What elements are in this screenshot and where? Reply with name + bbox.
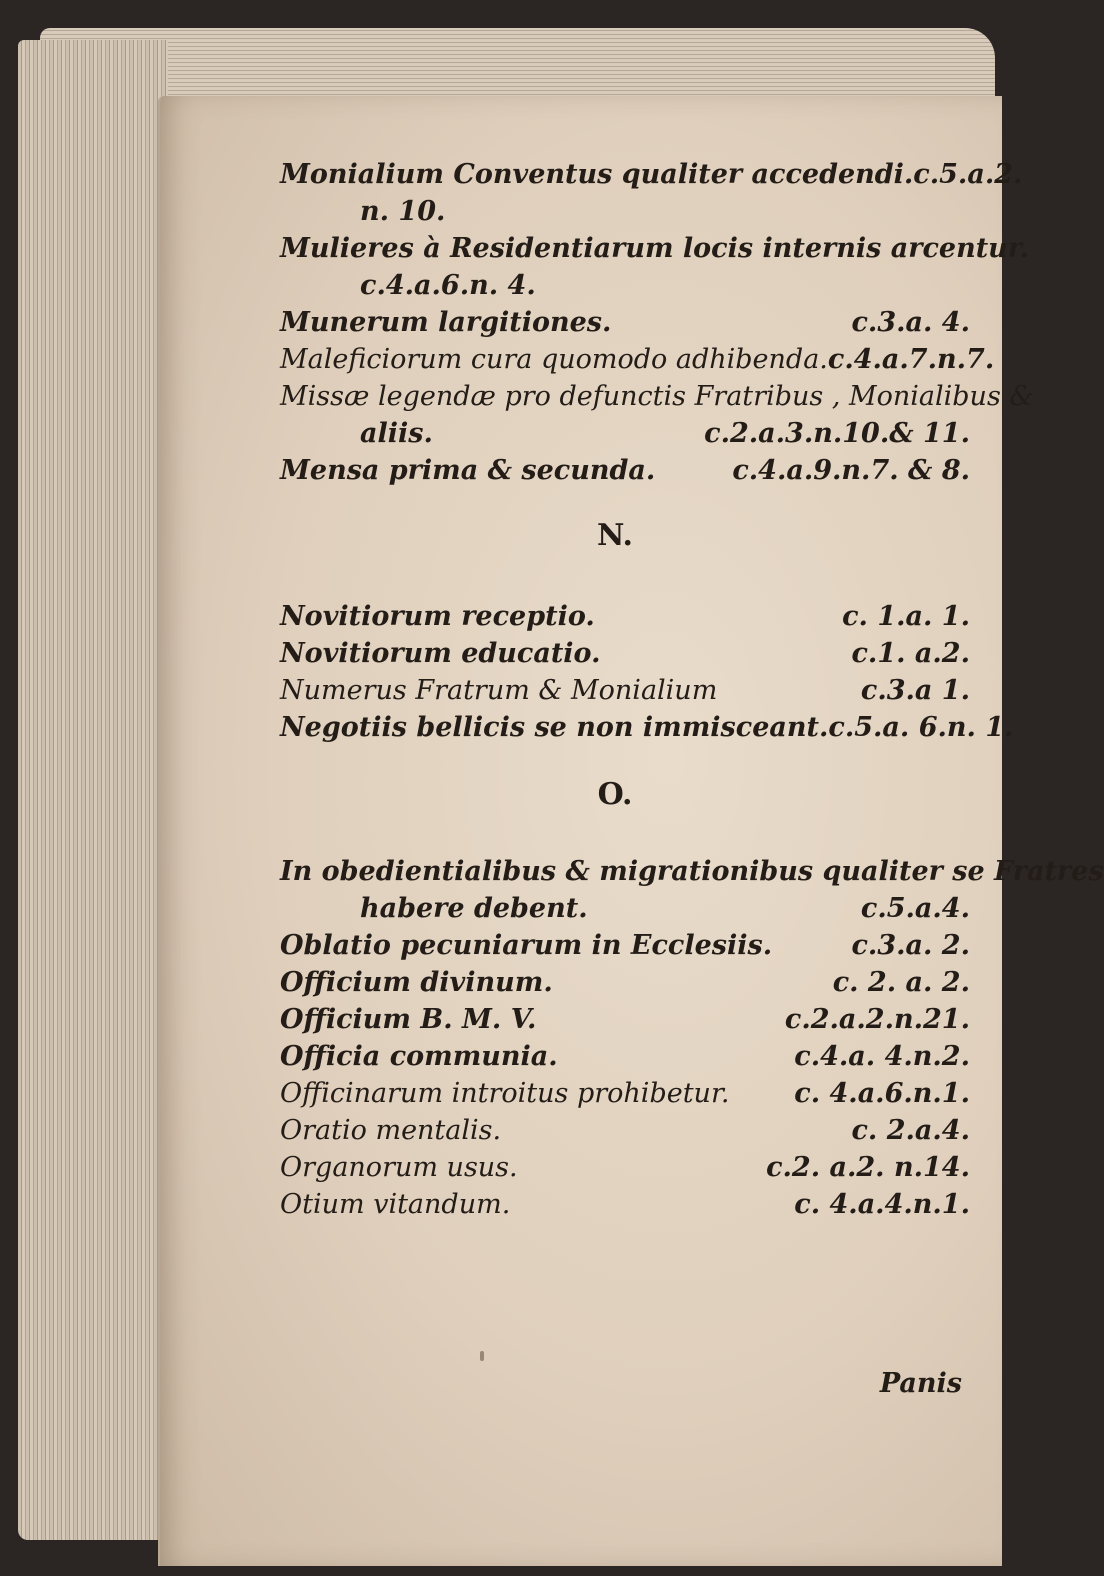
entry-term: Negotiis bellicis se non immisceant. [280, 712, 829, 743]
entry-ref: c.4.a.7.n.7. [827, 344, 995, 375]
index-entry [280, 635, 970, 672]
index-entry-continuation [280, 267, 970, 304]
index-entry [280, 304, 970, 341]
entry-term: Maleficiorum cura quomodo adhibenda. [280, 344, 828, 375]
entry-ref: c. 1.a. 1. [842, 601, 970, 632]
entry-ref: c.4.a.9.n.7. & 8. [732, 455, 970, 486]
entry-ref: c. 4.a.4.n.1. [794, 1189, 970, 1220]
entry-ref: c.3.a. 2. [851, 930, 970, 961]
index-entry [280, 964, 970, 1001]
entry-ref: c.5.a.4. [860, 893, 970, 924]
entry-ref: c.2. a.2. n.14. [766, 1152, 970, 1183]
index-entry [280, 1186, 970, 1223]
entry-term: Officia communia. [280, 1041, 558, 1072]
entry-ref: n. 10. [360, 196, 446, 227]
index-entry [280, 709, 1014, 746]
index-text [280, 156, 1104, 1223]
entry-term: Mulieres à Residentiarum locis internis arcentur. [280, 233, 1029, 264]
index-entry [280, 672, 970, 709]
index-entry [280, 927, 970, 964]
entry-term: Officinarum introitus prohibetur. [280, 1078, 730, 1109]
entry-term: Missæ legendæ pro defunctis Fratribus , Monialibus & [280, 381, 1034, 412]
entry-ref: c.1. a.2. [851, 638, 970, 669]
ink-mark [480, 1351, 484, 1361]
entry-term: Numerus Fratrum & Monialium [280, 675, 718, 706]
index-entry [280, 341, 995, 378]
entry-ref: c.5.a. 6.n. 1. [828, 712, 1014, 743]
section-letter-n: N. [597, 518, 633, 553]
entry-ref: c.4.a.6.n. 4. [360, 270, 536, 301]
index-entry-continuation [280, 193, 970, 230]
index-entry [280, 1038, 970, 1075]
index-entry [280, 1149, 970, 1186]
entry-ref: c. 2.a.4. [851, 1115, 970, 1146]
section-letter-o: O. [597, 777, 633, 812]
entry-term: Mensa prima & secunda. [280, 455, 656, 486]
index-entry-continuation [280, 890, 970, 927]
entry-ref: c. 4.a.6.n.1. [794, 1078, 970, 1109]
index-entry [280, 1112, 970, 1149]
entry-ref: c.5.a.2. [913, 159, 1023, 190]
index-entry [280, 1075, 970, 1112]
index-entry [280, 598, 970, 635]
page-stack-left-edge [18, 40, 168, 1540]
entry-term: Organorum usus. [280, 1152, 518, 1183]
entry-term: Officium B. M. V. [280, 1004, 537, 1035]
entry-term: In obedientialibus & migrationibus qualiter se Fratres [280, 856, 1104, 887]
entry-ref: c.2.a.3.n.10.& 11. [704, 418, 970, 449]
entry-term: Novitiorum receptio. [280, 601, 595, 632]
entry-ref: c.3.a 1. [860, 675, 970, 706]
index-entry [280, 230, 1029, 267]
index-entry [280, 853, 1104, 890]
entry-term: Novitiorum educatio. [280, 638, 601, 669]
entry-term: Munerum largitiones. [280, 307, 612, 338]
entry-term: Otium vitandum. [280, 1189, 511, 1220]
entry-term: Monialium Conventus qualiter accedendi. [280, 159, 914, 190]
index-entry [280, 1001, 970, 1038]
entry-ref: c. 2. a. 2. [832, 967, 970, 998]
entry-term: aliis. [360, 418, 433, 449]
entry-term: Officium divinum. [280, 967, 553, 998]
entry-ref: c.4.a. 4.n.2. [794, 1041, 970, 1072]
entry-ref: c.2.a.2.n.21. [784, 1004, 970, 1035]
index-entry [280, 156, 1023, 193]
index-entry [280, 452, 970, 489]
entry-ref: c.3.a. 4. [851, 307, 970, 338]
index-entry [280, 378, 1034, 415]
index-page [158, 96, 1104, 1566]
entry-term: habere debent. [360, 893, 588, 924]
index-entry-continuation [280, 415, 970, 452]
entry-term: Oblatio pecuniarum in Ecclesiis. [280, 930, 773, 961]
entry-term: Oratio mentalis. [280, 1115, 502, 1146]
catchword: Panis [879, 1368, 962, 1399]
